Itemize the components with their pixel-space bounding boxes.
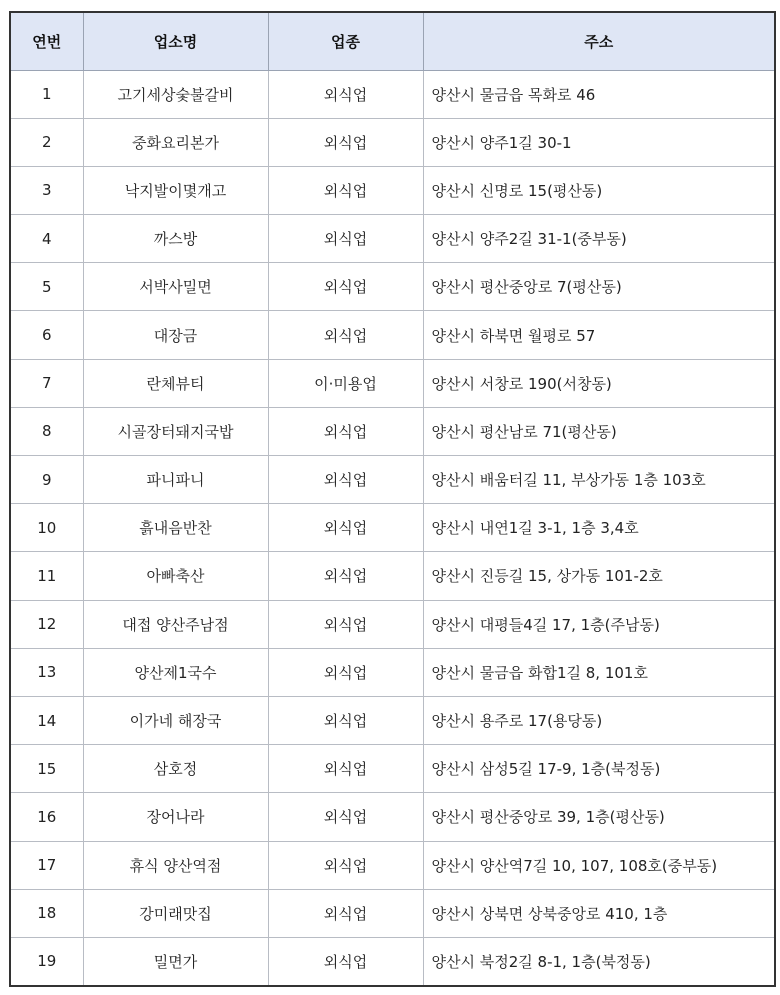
row-store-name: 이가네 해장국 [83,696,268,744]
row-store-name: 삼호정 [83,745,268,793]
row-business-type: 외식업 [268,263,423,311]
row-business-type: 외식업 [268,889,423,937]
row-store-name: 시골장터돼지국밥 [83,407,268,455]
row-number: 4 [10,215,83,263]
row-number: 17 [10,841,83,889]
table-row [10,118,775,166]
row-business-type: 외식업 [268,70,423,118]
row-store-name: 장어나라 [83,793,268,841]
table-row [10,937,775,985]
row-business-type: 외식업 [268,696,423,744]
row-number: 8 [10,407,83,455]
row-number: 18 [10,889,83,937]
row-address: 양산시 물금읍 목화로 46 [423,70,775,118]
row-business-type: 외식업 [268,600,423,648]
row-address: 양산시 평산남로 71(평산동) [423,407,775,455]
row-store-name: 고기세상숯불갈비 [83,70,268,118]
row-address: 양산시 물금읍 화합1길 8, 101호 [423,648,775,696]
row-address: 양산시 신명로 15(평산동) [423,166,775,214]
row-number: 14 [10,696,83,744]
row-address: 양산시 평산중앙로 39, 1층(평산동) [423,793,775,841]
row-number: 7 [10,359,83,407]
row-business-type: 외식업 [268,793,423,841]
row-business-type: 외식업 [268,552,423,600]
header-number: 연번 [10,12,83,70]
row-address: 양산시 평산중앙로 7(평산동) [423,263,775,311]
row-business-type: 외식업 [268,311,423,359]
row-store-name: 파니파니 [83,456,268,504]
row-address: 양산시 양산역7길 10, 107, 108호(중부동) [423,841,775,889]
row-store-name: 까스방 [83,215,268,263]
row-address: 양산시 대평들4길 17, 1층(주남동) [423,600,775,648]
row-business-type: 외식업 [268,407,423,455]
table-row [10,166,775,214]
row-address: 양산시 내연1길 3-1, 1층 3,4호 [423,504,775,552]
table-row [10,600,775,648]
row-number: 9 [10,456,83,504]
table-row [10,648,775,696]
table-row [10,263,775,311]
row-business-type: 외식업 [268,841,423,889]
store-table [9,11,776,987]
row-store-name: 양산제1국수 [83,648,268,696]
row-store-name: 밀면가 [83,937,268,985]
row-number: 1 [10,70,83,118]
header-address: 주소 [423,12,775,70]
table-row [10,359,775,407]
row-address: 양산시 양주2길 31-1(중부동) [423,215,775,263]
row-store-name: 란체뷰티 [83,359,268,407]
row-store-name: 대접 양산주남점 [83,600,268,648]
table-row [10,745,775,793]
table-row [10,215,775,263]
row-store-name: 낙지발이몇개고 [83,166,268,214]
table-header-row [10,12,775,70]
row-number: 13 [10,648,83,696]
row-store-name: 중화요리본가 [83,118,268,166]
table-body [10,70,775,986]
row-number: 2 [10,118,83,166]
row-business-type: 외식업 [268,745,423,793]
row-store-name: 강미래맛집 [83,889,268,937]
table-row [10,696,775,744]
row-business-type: 외식업 [268,504,423,552]
row-number: 12 [10,600,83,648]
row-address: 양산시 진등길 15, 상가동 101-2호 [423,552,775,600]
table-row [10,311,775,359]
row-address: 양산시 배움터길 11, 부상가동 1층 103호 [423,456,775,504]
row-business-type: 외식업 [268,456,423,504]
table-row [10,552,775,600]
row-address: 양산시 서창로 190(서창동) [423,359,775,407]
row-business-type: 이·미용업 [268,359,423,407]
table-row [10,456,775,504]
row-number: 16 [10,793,83,841]
row-address: 양산시 하북면 월평로 57 [423,311,775,359]
row-number: 5 [10,263,83,311]
row-number: 6 [10,311,83,359]
row-business-type: 외식업 [268,648,423,696]
row-business-type: 외식업 [268,118,423,166]
row-number: 10 [10,504,83,552]
row-address: 양산시 양주1길 30-1 [423,118,775,166]
row-store-name: 대장금 [83,311,268,359]
store-table-container [9,11,776,987]
row-business-type: 외식업 [268,937,423,985]
table-row [10,70,775,118]
row-business-type: 외식업 [268,166,423,214]
row-store-name: 아빠축산 [83,552,268,600]
table-row [10,504,775,552]
table-row [10,793,775,841]
table-row [10,407,775,455]
row-number: 15 [10,745,83,793]
row-business-type: 외식업 [268,215,423,263]
row-store-name: 흙내음반찬 [83,504,268,552]
row-number: 11 [10,552,83,600]
row-address: 양산시 북정2길 8-1, 1층(북정동) [423,937,775,985]
row-number: 19 [10,937,83,985]
row-number: 3 [10,166,83,214]
row-store-name: 서박사밀면 [83,263,268,311]
header-business-type: 업종 [268,12,423,70]
row-store-name: 휴식 양산역점 [83,841,268,889]
row-address: 양산시 상북면 상북중앙로 410, 1층 [423,889,775,937]
table-row [10,841,775,889]
row-address: 양산시 용주로 17(용당동) [423,696,775,744]
table-row [10,889,775,937]
header-store-name: 업소명 [83,12,268,70]
row-address: 양산시 삼성5길 17-9, 1층(북정동) [423,745,775,793]
